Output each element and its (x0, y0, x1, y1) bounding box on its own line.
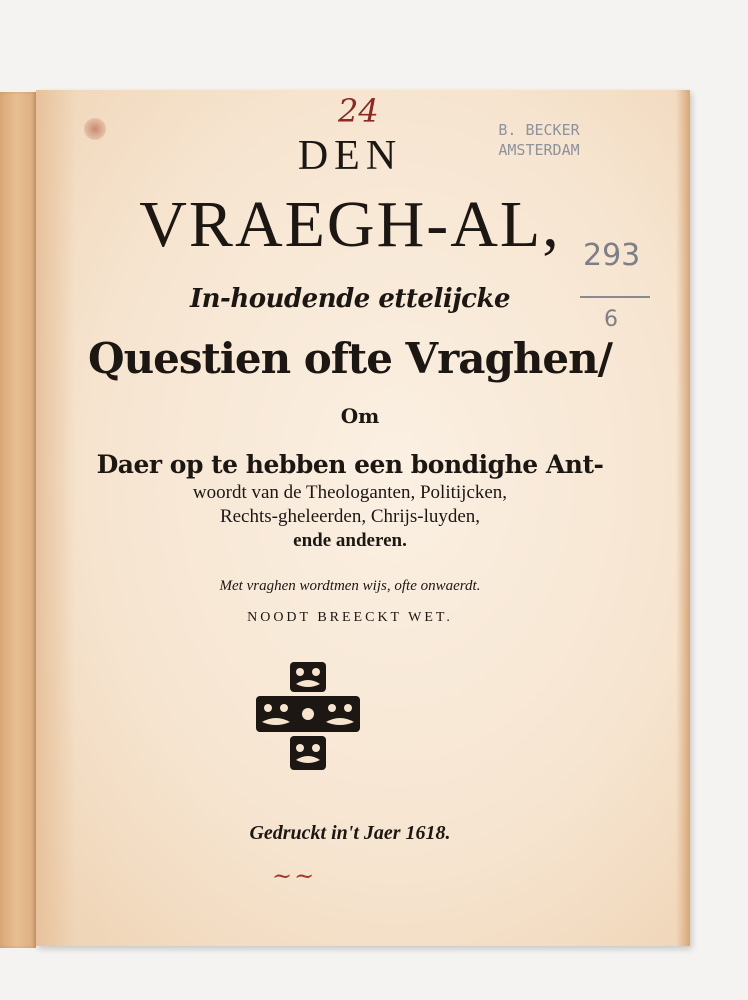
title-den: DEN (297, 133, 403, 179)
imprint: Gedruckt in't Jaer 1618. (249, 822, 451, 844)
motto: Met vraghen wordtmen wijs, ofte onwaerdt. (219, 578, 481, 594)
pencil-fraction: 6 (604, 307, 618, 332)
body-line-woordt: woordt van de Theologanten, Politijcken, (192, 482, 508, 503)
maxim: NOODT BREECKT WET. (247, 610, 453, 625)
title-vraeghal: VRAEGH-AL, (139, 188, 561, 261)
subtitle-questien: Questien ofte Vraghen/ (88, 334, 612, 383)
printers-ornament-icon (256, 662, 360, 770)
subtitle-om: Om (340, 404, 380, 428)
stamp-city: AMSTERDAM (498, 141, 580, 159)
body-line-rechts: Rechts-gheleerden, Chrijs-luyden, (219, 506, 481, 527)
body-line-daer: Daer op te hebben een bondighe Ant- (96, 450, 604, 479)
body-line-ende: ende anderen. (293, 530, 407, 551)
pencil-number: 293 (583, 238, 641, 273)
handwritten-shelf-number: 24 (338, 92, 379, 130)
red-ink-mark: ~~ (272, 862, 317, 890)
stamp-name: B. BECKER (498, 121, 580, 139)
subtitle-inhoudende: In-houdende ettelijcke (189, 284, 511, 314)
book-spine (0, 92, 36, 948)
